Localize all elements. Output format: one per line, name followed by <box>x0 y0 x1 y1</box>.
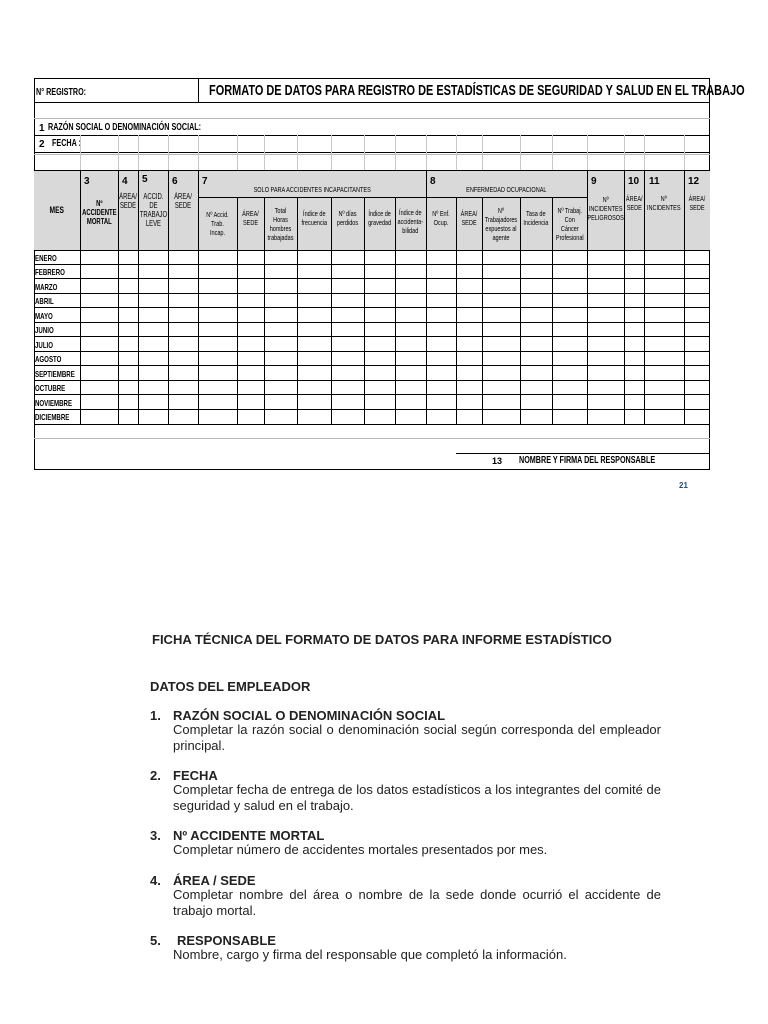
header-incidentes: Nº INCIDENTES <box>647 194 681 212</box>
column-number: 4 <box>122 176 128 187</box>
header-indice-accidentabilidad: Índice de accidenta-bilidad <box>397 207 424 235</box>
grid-line <box>264 135 265 170</box>
divider <box>34 154 710 155</box>
grid-line <box>482 135 483 170</box>
header-mes: MES <box>49 205 65 215</box>
sheet-subtitle: DATOS DEL EMPLEADOR <box>150 679 311 694</box>
razon-number: 1 <box>39 123 45 134</box>
divider <box>34 102 710 103</box>
item-number: 5. <box>150 933 161 948</box>
row-rule <box>34 307 710 308</box>
signature-rule <box>456 453 710 454</box>
header-incapacitantes-group: SOLO PARA ACCIDENTES INCAPACITANTES <box>253 184 371 194</box>
grid-line <box>624 135 625 170</box>
divider <box>34 438 710 439</box>
grid-line <box>644 135 645 170</box>
grid-line <box>168 135 169 170</box>
column-number: 12 <box>688 176 700 187</box>
item-text: Completar número de accidentes mortales presentados por mes. <box>173 842 548 857</box>
item-heading: RAZÓN SOCIAL O DENOMINACIÓN SOCIAL <box>173 708 446 723</box>
item-heading: FECHA <box>173 768 218 783</box>
grid-line <box>297 135 298 170</box>
row-rule <box>34 351 710 352</box>
responsable-label: NOMBRE Y FIRMA DEL RESPONSABLE <box>519 455 656 466</box>
column-number: 11 <box>649 176 660 187</box>
grid-line <box>552 135 553 170</box>
month-label: MARZO <box>35 282 58 292</box>
header-area-sede: ÁREA/ SEDE <box>625 194 643 212</box>
row-rule <box>34 336 710 337</box>
grid-line <box>587 135 588 170</box>
item-heading: ÁREA / SEDE <box>173 873 256 888</box>
page-number: 21 <box>679 481 688 490</box>
row-rule <box>34 365 710 366</box>
month-label: SEPTIEMBRE <box>35 369 75 379</box>
header-bottom-rule <box>34 250 710 251</box>
grid-line <box>426 135 427 170</box>
divider <box>34 152 710 153</box>
grid-line <box>395 135 396 170</box>
column-number: 9 <box>591 176 597 187</box>
month-label: JUNIO <box>35 325 54 335</box>
divider <box>198 78 199 102</box>
grid-line <box>198 135 199 170</box>
column-number: 10 <box>628 176 640 187</box>
row-rule <box>34 293 710 294</box>
month-label: ENERO <box>35 253 57 263</box>
header-horas-hombre: Total Horas hombres trabajadas <box>267 206 294 242</box>
razon-social-label: RAZÓN SOCIAL O DENOMINACIÓN SOCIAL: <box>48 122 202 133</box>
header-enfermedad-group: ENFERMEDAD OCUPACIONAL <box>466 184 547 194</box>
form-border <box>34 78 710 470</box>
column-number: 5 <box>142 174 148 185</box>
row-rule <box>34 424 710 425</box>
month-label: FEBRERO <box>35 267 65 277</box>
item-number: 3. <box>150 828 161 843</box>
grid-line <box>364 135 365 170</box>
header-area-sede: ÁREA/ SEDE <box>119 192 137 210</box>
item-text: Nombre, cargo y firma del responsable que completó la información. <box>173 947 567 962</box>
item-number: 4. <box>150 873 161 888</box>
column-number: 8 <box>430 176 436 187</box>
grid-line <box>118 135 119 170</box>
month-label: NOVIEMBRE <box>35 398 73 408</box>
divider <box>34 135 710 136</box>
month-label: DICIEMBRE <box>35 412 70 422</box>
header-dias-perdidos: Nº días perdidos <box>336 209 359 227</box>
header-area-sede: ÁREA/ SEDE <box>174 192 192 210</box>
header-indice-gravedad: Índice de gravedad <box>367 209 392 227</box>
row-rule <box>34 380 710 381</box>
header-accid-incap: Nº Accid. Trab. Incap. <box>206 209 229 237</box>
item-text: Completar nombre del área o nombre de la sede donde ocurrió el accidente de trabajo mortal. <box>173 887 661 918</box>
month-label: MAYO <box>35 311 53 321</box>
header-accidente-mortal: Nº ACCIDENTE MORTAL <box>81 198 117 226</box>
header-area-sede: ÁREA/ SEDE <box>460 209 478 227</box>
fecha-number: 2 <box>39 139 45 150</box>
grid-line <box>520 135 521 170</box>
column-number: 3 <box>84 176 90 187</box>
header-area-sede: ÁREA/ SEDE <box>688 194 706 212</box>
row-rule <box>34 394 710 395</box>
header-enf-ocup: Nº Enf. Ocup. <box>432 209 450 227</box>
grid-line <box>138 135 139 170</box>
sheet-title: FICHA TÉCNICA DEL FORMATO DE DATOS PARA INFORME ESTADÍSTICO <box>152 632 612 647</box>
divider <box>34 118 710 119</box>
row-rule <box>34 264 710 265</box>
registry-number-label: N° REGISTRO: <box>36 87 87 98</box>
month-label: JULIO <box>35 340 54 350</box>
header-indice-frecuencia: Índice de frecuencia <box>301 209 327 227</box>
item-number: 2. <box>150 768 161 783</box>
grid-line <box>80 135 81 170</box>
header-incidentes-peligrosos: Nº INCIDENTES PELIGROSOS <box>587 194 624 222</box>
month-label: AGOSTO <box>35 354 62 364</box>
fecha-label: FECHA : <box>52 138 81 149</box>
item-number: 1. <box>150 708 161 723</box>
row-rule <box>34 322 710 323</box>
header-tasa-incidencia: Tasa de Incidencia <box>523 209 549 227</box>
row-rule <box>34 409 710 410</box>
header-trabajadores-expuestos: Nº Trabajadores expuestos al agente <box>484 206 518 242</box>
grid-line <box>684 135 685 170</box>
header-cancer-profesional: Nº Trabaj. Con Cáncer Profesional <box>555 206 584 242</box>
responsable-number: 13 <box>492 456 503 466</box>
grid-line <box>456 135 457 170</box>
grid-line <box>237 135 238 170</box>
header-area-sede: ÁREA/ SEDE <box>242 209 259 227</box>
item-text: Completar fecha de entrega de los datos estadísticos a los integrantes del comité de seguridad y salud en el trabajo. <box>173 782 661 813</box>
column-number: 6 <box>172 176 178 187</box>
column-number: 7 <box>202 176 208 187</box>
row-rule <box>34 278 710 279</box>
item-text: Completar la razón social o denominación social según corresponda del empleador principal. <box>173 722 661 753</box>
item-heading: RESPONSABLE <box>177 933 276 948</box>
month-label: ABRIL <box>35 296 54 306</box>
form-title: FORMATO DE DATOS PARA REGISTRO DE ESTADÍSTICAS DE SEGURIDAD Y SALUD EN EL TRABAJO <box>209 82 745 99</box>
statistics-registry-form <box>34 78 745 470</box>
item-heading: Nº ACCIDENTE MORTAL <box>173 828 325 843</box>
grid-line <box>331 135 332 170</box>
header-accidente-leve: ACCID. DE TRABAJO LEVE <box>139 192 167 228</box>
month-label: OCTUBRE <box>35 383 66 393</box>
